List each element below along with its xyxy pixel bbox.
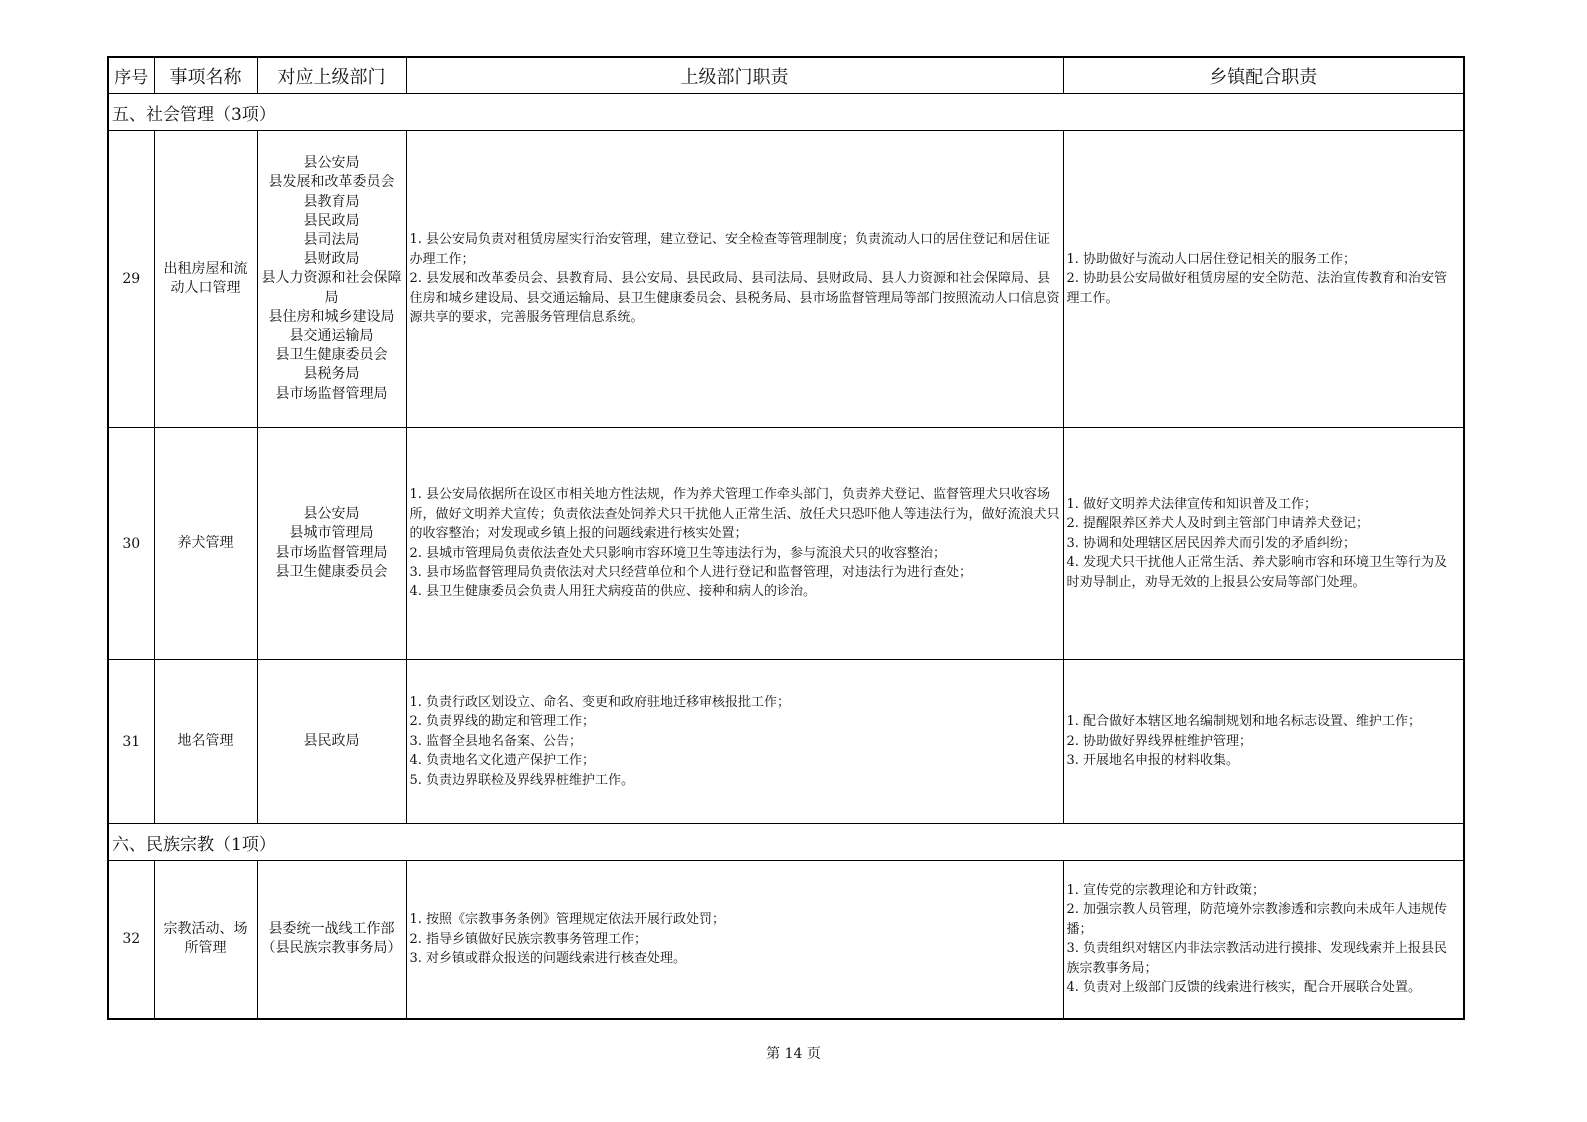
row-depts [257,131,406,428]
duty-line: 3. 协调和处理辖区居民因养犬而引发的矛盾纠纷； [1066,535,1357,551]
row-depts [257,660,406,824]
header-seq: 序号 [108,57,154,94]
dept-line: 县税务局 [303,366,360,383]
row-upper-duty [406,861,1063,1019]
duty-line: 2. 协助县公安局做好租赁房屋的安全防范、法治宣传教育和治安管理工作。 [1066,271,1448,306]
section-title: 六、民族宗教（1项） [108,824,1464,861]
duty-line: 4. 负责对上级部门反馈的线索进行核实，配合开展联合处置。 [1066,980,1422,996]
row-town-duty [1063,861,1464,1019]
row-town-duty [1063,131,1464,428]
duty-line: 3. 监督全县地名备案、公告； [409,733,583,749]
row-seq: 29 [108,131,154,428]
table-row [108,131,1464,428]
header-row [108,57,1464,94]
table-row [108,428,1464,660]
duty-line: 2. 协助做好界线界桩维护管理； [1066,733,1253,749]
dept-line: 县民政局 [303,212,360,229]
row-seq: 31 [108,660,154,824]
duty-line: 2. 县发展和改革委员会、县教育局、县公安局、县民政局、县司法局、县财政局、县人力资源和社会保障局、县住房和城乡建设局、县交通运输局、县卫生健康委员会、县税务局、县市场监督管理局等部门按照流动人口信息资源共享的要求，完善服务管理信息系统。 [409,271,1060,326]
duty-line: 5. 负责边界联检及界线界桩维护工作。 [409,772,635,788]
row-town-duty [1063,428,1464,660]
duty-line: 1. 负责行政区划设立、命名、变更和政府驻地迁移审核报批工作； [409,694,791,710]
duty-line: 4. 发现犬只干扰他人正常生活、养犬影响市容和环境卫生等行为及时劝导制止，劝导无效的上报县公安局等部门处理。 [1066,555,1448,590]
duty-line: 3. 负责组织对辖区内非法宗教活动进行摸排、发现线索并上报县民族宗教事务局； [1066,941,1448,976]
row-upper-duty [406,428,1063,660]
row-seq: 32 [108,861,154,1019]
duties-table [107,56,1465,1020]
page-number: 第 14 页 [766,1046,821,1062]
row-item-name: 宗教活动、场所管理 [154,861,257,1019]
duty-line: 1. 宣传党的宗教理论和方针政策； [1066,883,1266,899]
duty-line: 1. 做好文明养犬法律宣传和知识普及工作； [1066,496,1318,512]
header-upper-dept: 对应上级部门 [257,57,406,94]
duty-line: 2. 提醒限养区养犬人及时到主管部门申请养犬登记； [1066,516,1370,532]
dept-line: 县委统一战线工作部（县民族宗教事务局） [261,921,402,957]
duty-line: 2. 加强宗教人员管理，防范境外宗教渗透和宗教向未成年人违规传播； [1066,902,1448,937]
duty-line: 2. 指导乡镇做好民族宗教事务管理工作； [409,931,648,947]
header-item-name: 事项名称 [154,57,257,94]
header-upper-duty: 上级部门职责 [406,57,1063,94]
dept-line: 县公安局 [303,155,360,172]
dept-line: 县住房和城乡建设局 [268,308,395,325]
dept-line: 县司法局 [303,231,360,248]
section-title: 五、社会管理（3项） [108,94,1464,131]
duty-line: 2. 负责界线的勘定和管理工作； [409,714,596,730]
duty-line: 3. 对乡镇或群众报送的问题线索进行核查处理。 [409,950,687,966]
section-row [108,94,1464,131]
duty-line: 1. 配合做好本辖区地名编制规划和地名标志设置、维护工作； [1066,714,1422,730]
table-row [108,861,1464,1019]
duty-line: 4. 县卫生健康委员会负责人用狂犬病疫苗的供应、接种和病人的诊治。 [409,584,817,600]
table-row [108,660,1464,824]
dept-line: 县市场监督管理局 [275,544,388,561]
duty-line: 3. 县市场监督管理局负责依法对犬只经营单位和个人进行登记和监督管理，对违法行为进行查处； [409,564,973,580]
table-header [108,57,1464,94]
header-town-duty: 乡镇配合职责 [1063,57,1464,94]
dept-line: 县发展和改革委员会 [268,174,395,191]
duty-line: 4. 负责地名文化遗产保护工作； [409,753,596,769]
row-upper-duty [406,131,1063,428]
section-row [108,824,1464,861]
row-seq: 30 [108,428,154,660]
row-depts [257,428,406,660]
row-item-name: 养犬管理 [154,428,257,660]
dept-line: 县市场监督管理局 [275,385,388,402]
row-town-duty [1063,660,1464,824]
duty-line: 1. 协助做好与流动人口居住登记相关的服务工作； [1066,251,1357,267]
dept-line: 县卫生健康委员会 [275,347,388,364]
duty-line: 3. 开展地名申报的材料收集。 [1066,753,1240,769]
row-item-name: 地名管理 [154,660,257,824]
duty-line: 1. 按照《宗教事务条例》管理规定依法开展行政处罚； [409,912,726,928]
duty-line: 2. 县城市管理局负责依法查处犬只影响市容环境卫生等违法行为，参与流浪犬只的收容整治； [409,545,947,561]
row-item-name: 出租房屋和流动人口管理 [154,131,257,428]
row-depts [257,861,406,1019]
dept-line: 县民政局 [303,732,360,749]
dept-line: 县教育局 [303,193,360,210]
dept-line: 县城市管理局 [289,525,374,542]
duty-line: 1. 县公安局依据所在设区市相关地方性法规，作为养犬管理工作牵头部门，负责养犬登记、监督管理犬只收容场所，做好文明养犬宣传；负责依法查处饲养犬只干扰他人正常生活、放任犬只恐吓他人等违法行为，做好流浪犬只的收容整治；对发现或乡镇上报的问题线索进行核实处置； [409,487,1060,542]
dept-line: 县财政局 [303,251,360,268]
dept-line: 县交通运输局 [289,328,374,344]
dept-line: 县卫生健康委员会 [275,563,388,580]
duty-line: 1. 县公安局负责对租赁房屋实行治安管理，建立登记、安全检查等管理制度；负责流动人口的居住登记和居住证办理工作； [409,232,1051,267]
dept-line: 县人力资源和社会保障局 [261,270,402,306]
dept-line: 县公安局 [303,506,360,523]
row-upper-duty [406,660,1063,824]
